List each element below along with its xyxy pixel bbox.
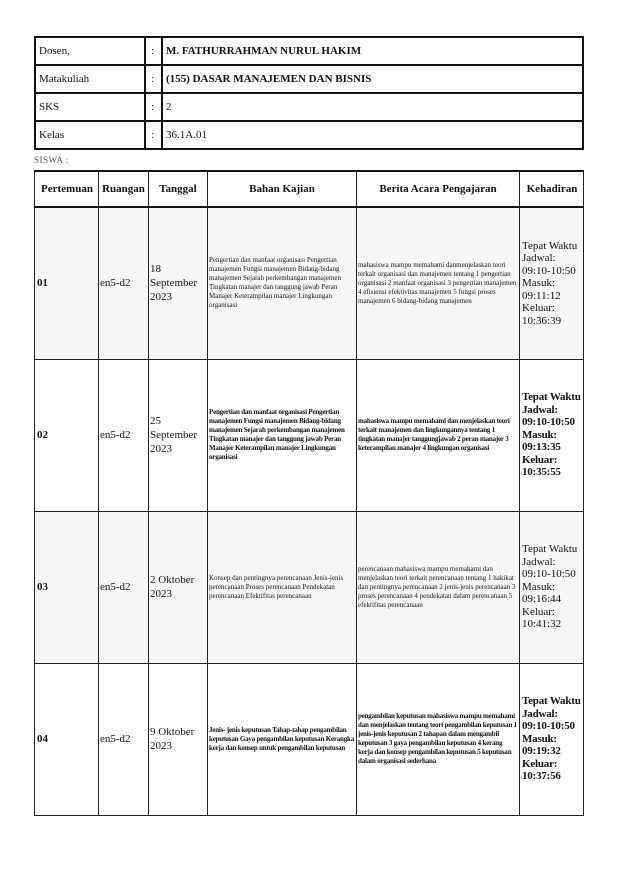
tanggal-cell: 18 September 2023 bbox=[149, 207, 208, 359]
ruangan-cell: en5-d2 bbox=[99, 663, 149, 815]
separator: : bbox=[145, 37, 162, 65]
tanggal-cell: 9 Oktober 2023 bbox=[149, 663, 208, 815]
pertemuan-cell: 02 bbox=[35, 359, 99, 511]
bahan-kajian-cell: Pengertian dan manfaat organisasi Pengertian manajemen Fungsi manajemen Bidang-bidang manajemen Sejarah perkembangan manajemen Tingkatan manajer dan tanggung jawab Peran Manajer Keterampilan manajer Lingkungan organisasi bbox=[208, 207, 357, 359]
tanggal-cell: 25 September 2023 bbox=[149, 359, 208, 511]
pertemuan-cell: 03 bbox=[35, 511, 99, 663]
sks-value: 2 bbox=[162, 93, 583, 121]
berita-acara-cell: mahasiswa mampu memahami dan menjelaskan teori terkait manajemen dan lingkungannya tentang 1 tingkatan manajer tanggungjawab 2 peran manajer 3 keterampilan manajer 4 lingkungan organisasi bbox=[357, 359, 520, 511]
kehadiran-cell: Tepat Waktu Jadwal: 09:10-10:50 Masuk: 09:16:44 Keluar: 10:41:32 bbox=[520, 511, 584, 663]
kehadiran-cell: Tepat Waktu Jadwal: 09:10-10:50 Masuk: 09:11:12 Keluar: 10:36:39 bbox=[520, 207, 584, 359]
attendance-table bbox=[34, 170, 584, 816]
ruangan-cell: en5-d2 bbox=[99, 207, 149, 359]
pertemuan-cell: 01 bbox=[35, 207, 99, 359]
sks-label: SKS bbox=[35, 93, 145, 121]
pertemuan-cell: 04 bbox=[35, 663, 99, 815]
table-header-row bbox=[35, 171, 584, 207]
matakuliah-value: (155) DASAR MANAJEMEN DAN BISNIS bbox=[162, 65, 583, 93]
matakuliah-row bbox=[35, 65, 583, 93]
ruangan-cell: en5-d2 bbox=[99, 511, 149, 663]
kehadiran-cell: Tepat Waktu Jadwal: 09:10-10:50 Masuk: 09:19:32 Keluar: 10:37:56 bbox=[520, 663, 584, 815]
separator: : bbox=[145, 65, 162, 93]
matakuliah-label: Matakuliah bbox=[35, 65, 145, 93]
kelas-row bbox=[35, 121, 583, 149]
sks-row bbox=[35, 93, 583, 121]
kelas-label: Kelas bbox=[35, 121, 145, 149]
kelas-value: 36.1A.01 bbox=[162, 121, 583, 149]
col-pertemuan: Pertemuan bbox=[35, 171, 99, 207]
course-info-table bbox=[34, 36, 584, 150]
berita-acara-cell: mahasiswa mampu memahami danmenjelaskan teori terkait organisasi dan manajemen tentang 1 pengertian organisasi 2 manfaat organisasi 3 pengertian manajemen 4 efisiensi efektivitas manajemen 5 fungsi proses manajemen 6 bidang-bidang manajemen bbox=[357, 207, 520, 359]
col-ruangan: Ruangan bbox=[99, 171, 149, 207]
bahan-kajian-cell: Pengertian dan manfaat organisasi Pengertian manajemen Fungsi manajemen Bidang-bidang manajemen Sejarah perkembangan manajemen Tingkatan manajer dan tanggung jawab Peran Manajer Keterampilan manajer Lingkungan organisasi bbox=[208, 359, 357, 511]
table-row bbox=[35, 663, 584, 815]
col-berita-acara: Berita Acara Pengajaran bbox=[357, 171, 520, 207]
dosen-value: M. FATHURRAHMAN NURUL HAKIM bbox=[162, 37, 583, 65]
dosen-row bbox=[35, 37, 583, 65]
bahan-kajian-cell: Jenis- jenis keputusan Tahap-tahap pengambilan keputusan Gaya pengambilan keputusan Kerangka kerja dan konsep untuk pengambilan keputusan bbox=[208, 663, 357, 815]
table-row bbox=[35, 207, 584, 359]
table-row bbox=[35, 511, 584, 663]
dosen-label: Dosen, bbox=[35, 37, 145, 65]
table-row bbox=[35, 359, 584, 511]
col-bahan-kajian: Bahan Kajian bbox=[208, 171, 357, 207]
col-kehadiran: Kehadiran bbox=[520, 171, 584, 207]
ruangan-cell: en5-d2 bbox=[99, 359, 149, 511]
siswa-label: SISWA : bbox=[34, 155, 69, 165]
kehadiran-cell: Tepat Waktu Jadwal: 09:10-10:50 Masuk: 09:13:35 Keluar: 10:35:55 bbox=[520, 359, 584, 511]
bahan-kajian-cell: Konsep dan pentingnya perencanaan Jenis-jenis perencanaan Proses perencanaan Pendekatan perencanaan Efektifitas perencanaan bbox=[208, 511, 357, 663]
berita-acara-cell: perencanaan mahasiswa mampu memahami dan menjelaskan teori terkait perencanaan tentang 1 hakikat dan pentingnya perencanaan 2 jenis-jenis perencanaan 3 proses perencanaan 4 pendekatan dalam perencanaan 5 efektifitas perencanaan bbox=[357, 511, 520, 663]
tanggal-cell: 2 Oktober 2023 bbox=[149, 511, 208, 663]
separator: : bbox=[145, 93, 162, 121]
berita-acara-cell: pengambilan keputusan mahasiswa mampu memahami dan menjelaskan tentang teori pengambilan keputusan 1 jenis-jenis keputusan 2 tahapan dalam mengambil keputusan 3 gaya pengambilan keputusan 4 kerang kerja dan konsep pengambilan keputusan 5 keputusan dalam organisasi sederhana bbox=[357, 663, 520, 815]
separator: : bbox=[145, 121, 162, 149]
col-tanggal: Tanggal bbox=[149, 171, 208, 207]
